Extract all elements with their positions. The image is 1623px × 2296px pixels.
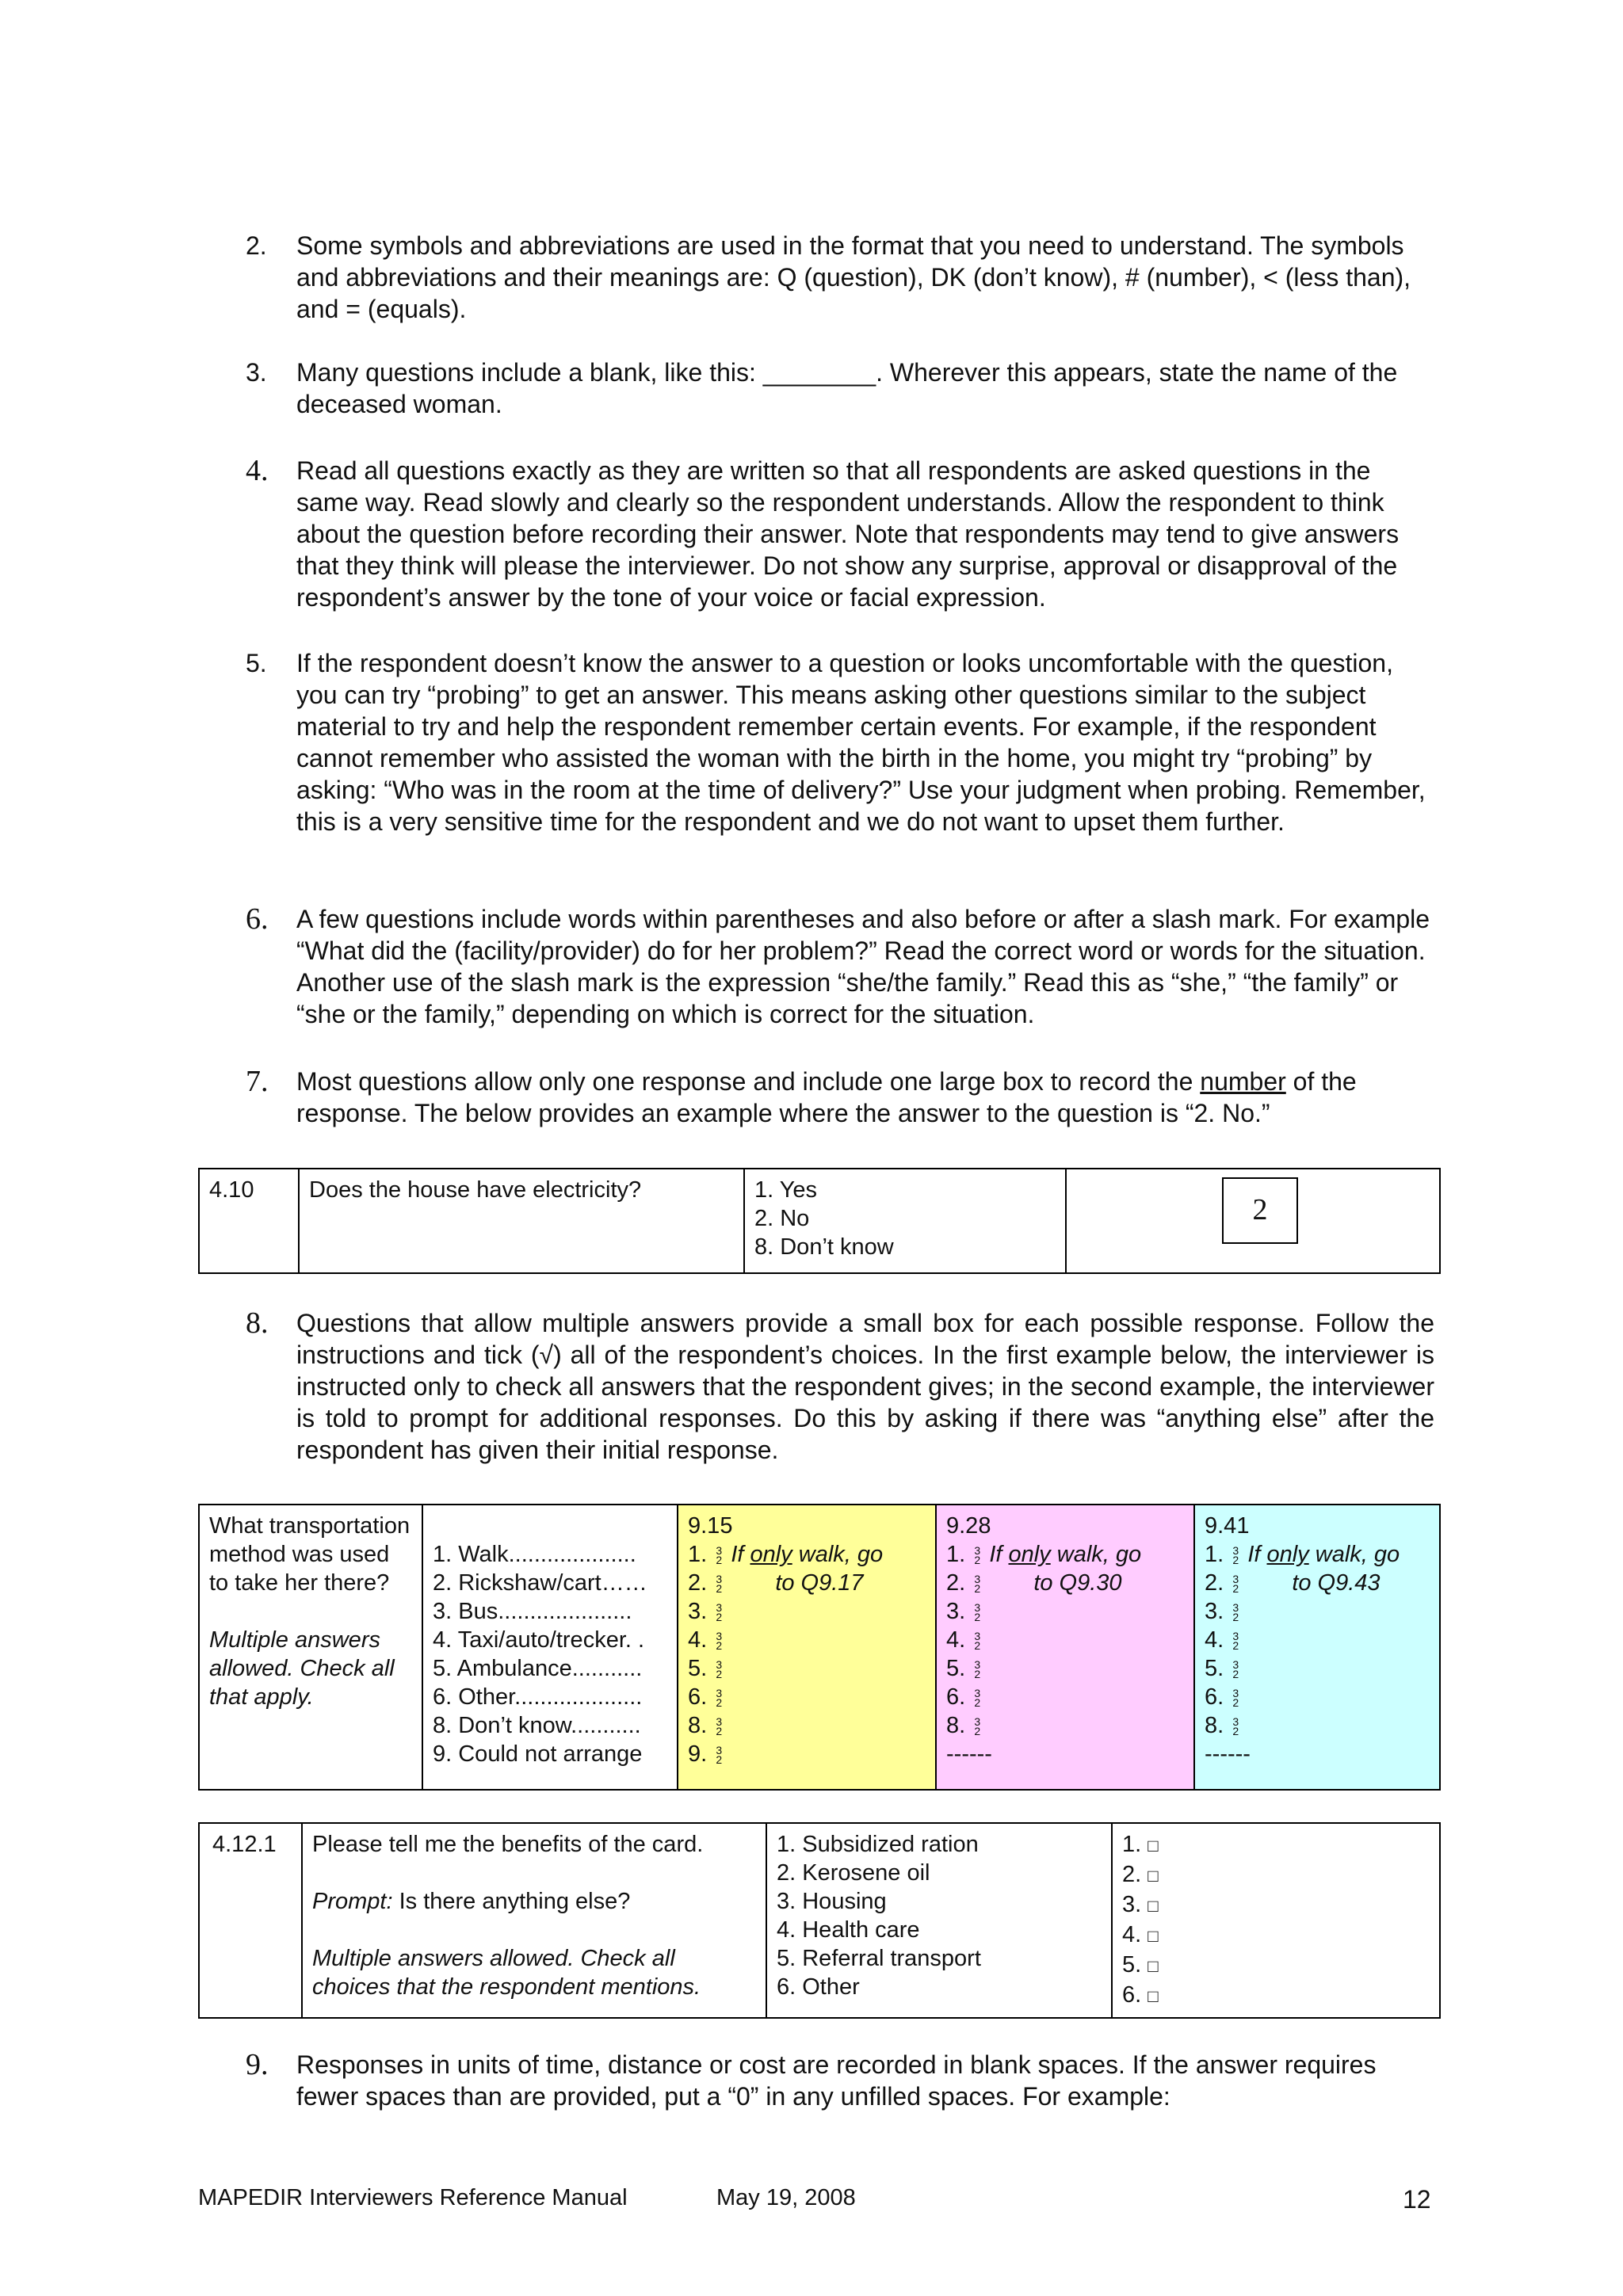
- checkbox-icon: 3 2: [716, 1601, 723, 1624]
- check-row[interactable]: 6. 3 2: [1205, 1683, 1430, 1711]
- checkbox-icon: □: [1148, 1866, 1159, 1886]
- checkbox-icon: 3 2: [1232, 1630, 1239, 1653]
- check-row[interactable]: 1. 3 2 If only walk, go: [946, 1542, 1142, 1567]
- check-row[interactable]: 3. 3 2: [946, 1597, 1184, 1626]
- item-number: 5.: [246, 649, 267, 677]
- column-9-28: [936, 1505, 1194, 1790]
- instruction-item-9: [246, 2049, 1434, 2112]
- item-text: If the respondent doesn’t know the answer to a question or looks uncomfortable with the question, you can try “probing” to get an answer. This means asking other questions similar to the subject material to try and help the respondent remember certain events. For example, if the respondent cannot remember who assisted the woman with the birth in the home, you might try “probing” by asking: “Who was in the room at the time of delivery?” Use your judgment when probing. Remember, this is a very sensitive time for the respondent and we do not want to upset them further.: [296, 649, 1426, 836]
- instruction-item-7: [246, 1066, 1434, 1129]
- column-code: 9.28: [946, 1513, 991, 1539]
- question-cell: [302, 1823, 766, 2018]
- option: 2. Kerosene oil: [777, 1860, 930, 1886]
- check-row[interactable]: 2. 3 2 to Q9.17: [688, 1570, 864, 1596]
- footer-title: MAPEDIR Interviewers Reference Manual: [198, 2185, 628, 2210]
- check-row[interactable]: 5. 3 2: [946, 1654, 1184, 1683]
- checkbox-icon: 3 2: [716, 1658, 723, 1681]
- checkbox-row[interactable]: 1. □: [1122, 1832, 1159, 1857]
- question-number: 4.12.1: [199, 1823, 302, 2018]
- question-text: What transportation method was used to take her there?: [209, 1513, 411, 1596]
- check-row[interactable]: 1. 3 2 If only walk, go: [1205, 1542, 1400, 1567]
- instruction-item-5: [246, 647, 1434, 837]
- options-cell: [744, 1169, 1066, 1273]
- option: 9. Could not arrange: [433, 1741, 643, 1767]
- checkbox-icon: 3 2: [716, 1715, 723, 1738]
- option: 4. Health care: [777, 1917, 920, 1943]
- checkbox-icon: 3 2: [974, 1630, 981, 1653]
- item-text: Responses in units of time, distance or cost are recorded in blank spaces. If the answer requires fewer spaces than are provided, put a “0” in any unfilled spaces. For example:: [296, 2050, 1377, 2111]
- item-text: Questions that allow multiple answers provide a small box for each possible response. Follow the instructions and tick (√) all of the respondent’s choices. In the first example below, the interviewer is instructed only to check all answers that the respondent gives; in the second example, the interviewer is told to prompt for additional responses. Do this by asking if there was “anything else” after the respondent has given their initial response.: [296, 1309, 1434, 1464]
- example-table-prompt: [198, 1822, 1441, 2019]
- column-end: ------: [1205, 1741, 1251, 1767]
- check-row[interactable]: 3. 3 2: [1205, 1597, 1430, 1626]
- checkbox-icon: 3 2: [974, 1658, 981, 1681]
- checkbox-icon: 3 2: [974, 1544, 981, 1567]
- option: 6. Other....................: [433, 1684, 643, 1710]
- instruction-item-4: [246, 455, 1434, 613]
- option: 3. Housing: [777, 1889, 887, 1914]
- example-table-multiple-answers: [198, 1504, 1441, 1791]
- option: 1. Yes: [754, 1177, 818, 1203]
- checkbox-row[interactable]: 4. □: [1122, 1922, 1159, 1947]
- question-instruction: Multiple answers allowed. Check all choices that the respondent mentions.: [312, 1946, 701, 2000]
- checkbox-icon: 3 2: [716, 1573, 723, 1596]
- checkbox-icon: 3 2: [1232, 1573, 1239, 1596]
- footer-date: May 19, 2008: [716, 2185, 856, 2210]
- check-row[interactable]: 4. 3 2: [1205, 1626, 1430, 1654]
- column-9-41: [1194, 1505, 1440, 1790]
- column-9-15: [678, 1505, 936, 1790]
- item-number: 3.: [246, 358, 267, 387]
- option: 8. Don’t know...........: [433, 1713, 641, 1738]
- question-text: Does the house have electricity?: [299, 1169, 744, 1273]
- item-number: 6.: [246, 902, 269, 936]
- skip-instruction: If only walk, go: [1247, 1542, 1400, 1567]
- options-cell: [766, 1823, 1112, 2018]
- question-text: Please tell me the benefits of the card.: [312, 1832, 704, 1857]
- checkbox-icon: □: [1148, 1836, 1159, 1855]
- column-code: 9.15: [688, 1513, 733, 1539]
- checkbox-icon: 3 2: [974, 1573, 981, 1596]
- question-number: 4.10: [199, 1169, 299, 1273]
- checkbox-row[interactable]: 2. □: [1122, 1862, 1159, 1887]
- prompt-line: Prompt: Is there anything else?: [312, 1889, 631, 1914]
- skip-target: to Q9.17: [775, 1570, 864, 1596]
- check-row[interactable]: 8. 3 2: [1205, 1711, 1430, 1740]
- answer-cell: [1066, 1169, 1440, 1273]
- question-instruction: Multiple answers allowed. Check all that apply.: [209, 1627, 395, 1710]
- checkbox-icon: 3 2: [974, 1687, 981, 1710]
- column-end: ------: [946, 1741, 992, 1767]
- option: 1. Walk....................: [433, 1542, 636, 1567]
- option: 2. Rickshaw/cart……: [433, 1570, 647, 1596]
- checkbox-icon: 3 2: [974, 1715, 981, 1738]
- checkbox-icon: □: [1148, 1926, 1159, 1946]
- answer-box[interactable]: 2: [1222, 1177, 1298, 1244]
- page-number: 12: [1403, 2185, 1431, 2214]
- item-number: 7.: [246, 1065, 269, 1098]
- checkbox-icon: 3 2: [1232, 1544, 1239, 1567]
- column-code: 9.41: [1205, 1513, 1250, 1539]
- options-cell: [422, 1505, 678, 1790]
- checkbox-icon: 3 2: [1232, 1658, 1239, 1681]
- instruction-item-2: [246, 230, 1434, 325]
- checkbox-row[interactable]: 5. □: [1122, 1952, 1159, 1978]
- check-row[interactable]: 4. 3 2: [946, 1626, 1184, 1654]
- checkbox-icon: □: [1148, 1896, 1159, 1916]
- checkbox-icon: 3 2: [716, 1687, 723, 1710]
- item-text: Some symbols and abbreviations are used in the format that you need to understand. The symbols and abbreviations and their meanings are: Q (question), DK (don’t know), # (number), < (less than), and = (equals).: [296, 231, 1411, 323]
- example-table-single-answer: [198, 1168, 1441, 1274]
- instruction-item-8: [246, 1307, 1434, 1466]
- checkbox-icon: 3 2: [716, 1744, 723, 1767]
- checkbox-icon: 3 2: [1232, 1715, 1239, 1738]
- skip-target: to Q9.43: [1292, 1570, 1381, 1596]
- check-row[interactable]: 2. 3 2 to Q9.43: [1205, 1570, 1381, 1596]
- skip-instruction: If only walk, go: [989, 1542, 1142, 1567]
- check-row[interactable]: 8. 3 2: [688, 1711, 926, 1740]
- option: 5. Referral transport: [777, 1946, 981, 1971]
- item-text: Most questions allow only one response and include one large box to record the number of the response. The below provides an example where the answer to the question is “2. No.”: [296, 1067, 1357, 1127]
- option: 2. No: [754, 1206, 810, 1231]
- option: 6. Other: [777, 1974, 860, 2000]
- skip-instruction: If only walk, go: [731, 1542, 884, 1567]
- checkbox-icon: 3 2: [1232, 1687, 1239, 1710]
- item-text: Read all questions exactly as they are written so that all respondents are asked questions in the same way. Read slowly and clearly so the respondent understands. Allow the respondent to think about the question before recording their answer. Note that respondents may tend to give answers that they think will please the interviewer. Do not show any surprise, approval or disapproval of the respondent’s answer by the tone of your voice or facial expression.: [296, 456, 1400, 612]
- checkbox-row[interactable]: 3. □: [1122, 1892, 1159, 1917]
- option: 5. Ambulance...........: [433, 1656, 643, 1681]
- option: 3. Bus.....................: [433, 1599, 632, 1624]
- option: 4. Taxi/auto/trecker. .: [433, 1627, 645, 1653]
- item-number: 8.: [246, 1306, 269, 1340]
- checkbox-icon: 3 2: [1232, 1601, 1239, 1624]
- skip-target: to Q9.30: [1033, 1570, 1122, 1596]
- check-row[interactable]: 1. 3 2 If only walk, go: [688, 1542, 884, 1567]
- question-cell: [199, 1505, 422, 1790]
- item-text: A few questions include words within parentheses and also before or after a slash mark. For example “What did the (facility/provider) do for her problem?” Read the correct word or words for the situation. Another use of the slash mark is the expression “she/the family.” Read this as “she,” “the family” or “she or the family,” depending on which is correct for the situation.: [296, 905, 1430, 1028]
- underlined-word: number: [1200, 1067, 1286, 1096]
- item-number: 4.: [246, 454, 269, 487]
- checkbox-row[interactable]: 6. □: [1122, 1982, 1159, 2008]
- checkbox-icon: 3 2: [716, 1630, 723, 1653]
- check-row[interactable]: 6. 3 2: [946, 1683, 1184, 1711]
- check-row[interactable]: 9. 3 2: [688, 1740, 926, 1768]
- item-number: 9.: [246, 2048, 269, 2081]
- instruction-item-3: [246, 357, 1434, 420]
- item-number: 2.: [246, 231, 267, 260]
- check-row[interactable]: 8. 3 2: [946, 1711, 1184, 1740]
- check-row[interactable]: 5. 3 2: [1205, 1654, 1430, 1683]
- check-row[interactable]: 6. 3 2: [688, 1683, 926, 1711]
- check-row[interactable]: 2. 3 2 to Q9.30: [946, 1570, 1122, 1596]
- checkbox-cell: [1112, 1823, 1440, 2018]
- check-row[interactable]: 3. 3 2: [688, 1597, 926, 1626]
- checkbox-icon: 3 2: [974, 1601, 981, 1624]
- option: 8. Don’t know: [754, 1234, 894, 1260]
- check-row[interactable]: 5. 3 2: [688, 1654, 926, 1683]
- instruction-item-6: [246, 903, 1434, 1030]
- check-row[interactable]: 4. 3 2: [688, 1626, 926, 1654]
- item-text: Many questions include a blank, like this: ________. Wherever this appears, state the name of the deceased woman.: [296, 358, 1398, 418]
- checkbox-icon: □: [1148, 1956, 1159, 1976]
- checkbox-icon: 3 2: [716, 1544, 723, 1567]
- option: 1. Subsidized ration: [777, 1832, 979, 1857]
- checkbox-icon: □: [1148, 1986, 1159, 2006]
